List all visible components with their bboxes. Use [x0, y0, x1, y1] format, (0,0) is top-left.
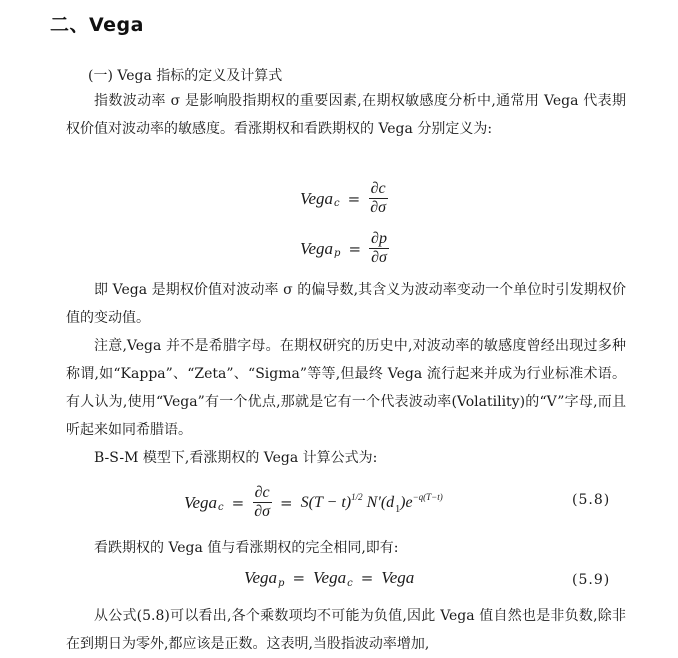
subscript-p: p — [334, 248, 341, 259]
vega-symbol: Vega — [244, 568, 278, 587]
rhs-e-term: )e — [400, 493, 413, 511]
denominator-dsigma: ∂σ — [371, 249, 387, 266]
paragraph-history: 注意,Vega 并不是希腊字母。在期权研究的历史中,对波动率的敏感度曾经出现过多种称谓,如“Kappa”、“Zeta”、“Sigma”等等,但最终 Vega 流行起来并成为行业标准术语。有人认为,使用“Vega”有一个优点,那就是它有一个代表波动率(Volatility)的“V”字母,而且听起来如同希腊语。 — [66, 338, 626, 438]
denominator-dsigma: ∂σ — [370, 199, 387, 216]
paragraph-conclusion: 从公式(5.8)可以看出,各个乘数项均不可能为负值,因此 Vega 值自然也是非负数,除非在到期日为零外,都应该是正数。这表明,当股指波动率增加, — [66, 608, 626, 652]
subscript-1: 1 — [395, 503, 401, 515]
equals-sign: = — [348, 239, 362, 258]
equals-sign: = — [360, 569, 374, 587]
fraction-dp-dsigma — [369, 230, 389, 267]
paragraph-put-same: 看跌期权的 Vega 值与看涨期权的完全相同,即有: — [94, 540, 399, 556]
numerator-dc: ∂c — [254, 484, 270, 501]
equals-sign: = — [347, 189, 361, 208]
fraction-dc-dsigma — [368, 180, 388, 217]
subscript-c: c — [334, 198, 340, 209]
numerator-dp: ∂p — [371, 230, 387, 247]
exponent-half: 1/2 — [351, 491, 363, 502]
numerator-dc: ∂c — [370, 180, 386, 197]
equals-sign: = — [231, 493, 245, 512]
section-heading: 二、Vega — [50, 14, 144, 36]
paragraph-definition: 即 Vega 是期权价值对波动率 σ 的偏导数,其含义为波动率变动一个单位时引发期权价值的变动值。 — [66, 282, 626, 326]
subsection-heading: (一) Vega 指标的定义及计算式 — [88, 68, 283, 84]
vega-symbol: Vega — [300, 238, 334, 258]
equals-sign: = — [292, 569, 306, 587]
subscript-c: c — [218, 502, 224, 513]
vega-symbol: Vega — [184, 492, 218, 512]
equals-sign: = — [280, 493, 293, 512]
subscript-c: c — [347, 577, 353, 589]
equation-vega-put — [300, 230, 389, 267]
paragraph-intro: 指数波动率 σ 是影响股指期权的重要因素,在期权敏感度分析中,通常用 Vega 代表期权价值对波动率的敏感度。看涨期权和看跌期权的 Vega 分别定义为: — [66, 93, 626, 137]
exponent-q: −q(T−t) — [412, 491, 443, 502]
denominator-dsigma: ∂σ — [254, 503, 271, 520]
equation-number-5-8: (5.8) — [572, 492, 611, 508]
equation-number-5-9: (5.9) — [572, 572, 611, 588]
equation-vega-call — [300, 180, 388, 217]
fraction-dc-dsigma — [252, 484, 272, 521]
equation-5-8 — [184, 484, 443, 521]
rhs-n-term: N′(d — [366, 493, 395, 511]
vega-symbol: Vega — [300, 188, 334, 208]
rhs-s-term: S(T − t) — [300, 493, 352, 511]
subscript-p: p — [278, 577, 285, 589]
equation-5-9 — [244, 568, 414, 588]
paragraph-bsm: B-S-M 模型下,看涨期权的 Vega 计算公式为: — [94, 450, 378, 466]
vega-symbol: Vega — [313, 568, 347, 587]
vega-symbol: Vega — [381, 568, 415, 587]
rhs-expression — [300, 491, 443, 515]
